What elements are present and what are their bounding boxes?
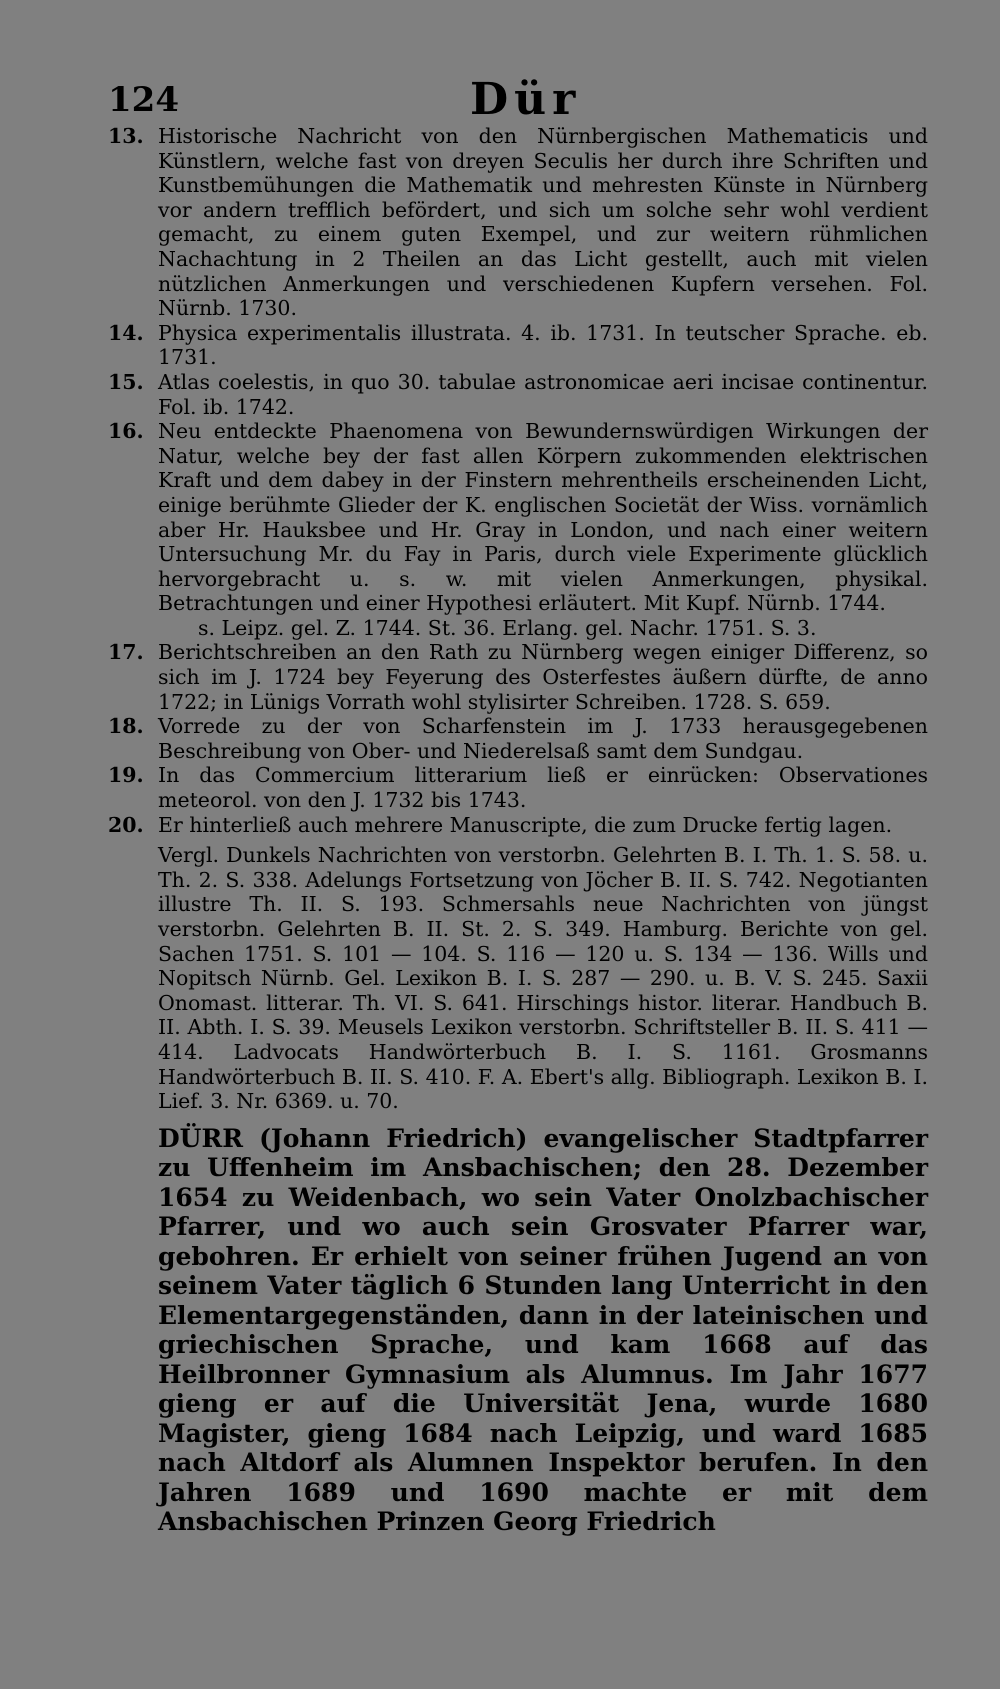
item-number: 20. bbox=[108, 812, 144, 837]
item-number: 16. bbox=[108, 419, 144, 444]
item-subline: s. Leipz. gel. Z. 1744. St. 36. Erlang. gel. Nachr. 1751. S. 3. bbox=[198, 615, 817, 640]
main-entry-text: DÜRR (Johann Friedrich) evangelischer Stadtpfarrer zu Uffenheim im Ansbachischen; den 28. Dezember 1654 zu Weidenbach, wo sein Vater Onolzbachischer Pfarrer, und wo auch sein Grosvater Pfarrer war, gebohren. Er erhielt von seiner frühen Jugend an von seinem Vater täglich 6 Stunden lang Unterricht in den Elementargegenständen, dann in der lateinischen und griechischen Sprache, und kam 1668 auf das Heilbronner Gymnasium als Alumnus. Im Jahr 1677 gieng er auf die Universität Jena, wurde 1680 Magister, gieng 1684 nach Leipzig, und ward 1685 nach Altdorf als Alumnen Inspektor berufen. In den Jahren 1689 und 1690 machte er mit dem Ansbachischen Prinzen Georg Friedrich bbox=[158, 1123, 928, 1537]
item-number: 15. bbox=[108, 369, 144, 394]
item-text: Historische Nachricht von den Nürnbergischen Mathematicis und Künstlern, welche fast von dreyen Seculis her durch ihre Schriften und Kunstbemühungen die Mathematik und mehresten Künste in Nürnberg vor andern trefflich befördert, und sich um solche sehr wohl verdient gemacht, zu einem guten Exempel, und zur weitern rühmlichen Nachachtung in 2 Theilen an das Licht gestellt, auch mit vielen nützlichen Anmerkungen und verschiedenen Kupfern versehen. Fol. Nürnb. 1730. bbox=[158, 124, 928, 321]
item-number: 14. bbox=[108, 320, 144, 345]
list-item bbox=[108, 714, 928, 763]
item-text: Berichtschreiben an den Rath zu Nürnberg wegen einiger Differenz, so sich im J. 1724 bey Feyerung des Osterfestes äußern dürfte, de anno 1722; in Lünigs Vorrath wohl stylisirter Schreiben. 1728. S. 659. bbox=[158, 640, 928, 714]
list-item bbox=[108, 124, 928, 321]
item-text: Er hinterließ auch mehrere Manuscripte, die zum Drucke fertig lagen. bbox=[158, 812, 893, 837]
list-item bbox=[108, 419, 928, 640]
list-item bbox=[108, 370, 928, 419]
item-number: 13. bbox=[108, 124, 144, 148]
item-text: In das Commercium litterarium ließ er einrücken: Observationes meteorol. von den J. 1732 bis 1743. bbox=[158, 763, 928, 813]
item-number: 18. bbox=[108, 714, 144, 739]
page-body bbox=[108, 124, 928, 1537]
list-item bbox=[108, 763, 928, 812]
list-item bbox=[108, 640, 928, 714]
page-header bbox=[0, 74, 1000, 124]
page-number: 124 bbox=[108, 80, 179, 120]
item-text: Vorrede zu der von Scharfenstein im J. 1733 herausgegebenen Beschreibung von Ober- und Niederelsaß samt dem Sundgau. bbox=[158, 714, 928, 763]
item-text: Atlas coelestis, in quo 30. tabulae astronomicae aeri incisae continentur. Fol. ib. 1742. bbox=[158, 369, 928, 419]
references-paragraph bbox=[108, 843, 928, 1114]
running-head: Dür bbox=[470, 74, 582, 125]
item-text: Physica experimentalis illustrata. 4. ib. 1731. In teutscher Sprache. eb. 1731. bbox=[158, 320, 928, 370]
list-item bbox=[108, 321, 928, 370]
main-entry-paragraph bbox=[108, 1124, 928, 1537]
item-number: 17. bbox=[108, 640, 144, 665]
references-text: Vergl. Dunkels Nachrichten von verstorbn. Gelehrten B. I. Th. 1. S. 58. u. Th. 2. S. 338. Adelungs Fortsetzung von Jöcher B. II. S. 742. Negotianten illustre Th. II. S. 193. Schmersahls neue Nachrichten von jüngst verstorbn. Gelehrten B. II. St. 2. S. 349. Hamburg. Berichte von gel. Sachen 1751. S. 101 — 104. S. 116 — 120 u. S. 134 — 136. Wills und Nopitsch Nürnb. Gel. Lexikon B. I. S. 287 — 290. u. B. V. S. 245. Saxii Onomast. litterar. Th. VI. S. 641. Hirschings histor. literar. Handbuch B. II. Abth. I. S. 39. Meusels Lexikon verstorbn. Schriftsteller B. II. S. 411 — 414. Ladvocats Handwörterbuch B. I. S. 1161. Grosmanns Handwörterbuch B. II. S. 410. F. A. Ebert's allg. Bibliograph. Lexikon B. I. Lief. 3. Nr. 6369. u. 70. bbox=[158, 843, 928, 1114]
item-number: 19. bbox=[108, 763, 144, 788]
item-text: Neu entdeckte Phaenomena von Bewundernswürdigen Wirkungen der Natur, welche bey der fast allen Körpern zukommenden elektrischen Kraft und dem dabey in der Finstern mehrentheils erscheinenden Licht, einige berühmte Glieder der K. englischen Societät der Wiss. vornämlich aber Hr. Hauksbee und Hr. Gray in London, und nach einer weitern Untersuchung Mr. du Fay in Paris, durch viele Experimente glücklich hervorgebracht u. s. w. mit vielen Anmerkungen, physikal. Betrachtungen und einer Hypothesi erläutert. Mit Kupf. Nürnb. 1744. bbox=[158, 419, 928, 616]
list-item bbox=[108, 813, 928, 838]
